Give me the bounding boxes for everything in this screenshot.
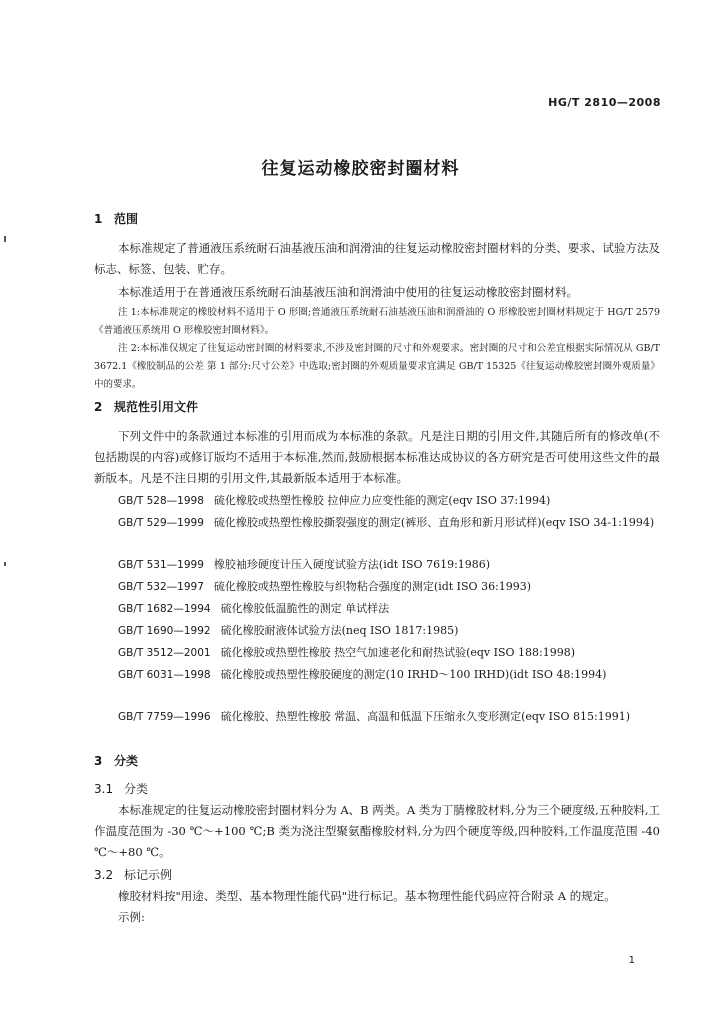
- reference-title: 硫化橡胶或热塑性橡胶与织物粘合强度的测定(idt ISO 36:1993): [213, 580, 532, 593]
- scope-paragraph-1: 本标准规定了普通液压系统耐石油基液压油和润滑油的往复运动橡胶密封圈材料的分类、要求、试验方法及标志、标签、包装、贮存。: [94, 241, 660, 276]
- standard-number: HG/T 2810—2008: [548, 96, 661, 109]
- section-2-heading: [94, 398, 198, 415]
- reference-item: [94, 554, 660, 576]
- reference-code: GB/T 1690—1992: [118, 625, 211, 637]
- reference-title: 硫化橡胶、热塑性橡胶 常温、高温和低温下压缩永久变形测定(eqv ISO 815:1991): [220, 710, 631, 723]
- reference-code: GB/T 1682—1994: [118, 603, 211, 615]
- section-2-title: 规范性引用文件: [114, 400, 199, 414]
- reference-title: 硫化橡胶或热塑性橡胶 拉伸应力应变性能的测定(eqv ISO 37:1994): [213, 494, 551, 507]
- reference-item: [94, 664, 660, 686]
- reference-title: 硫化橡胶低温脆性的测定 单试样法: [220, 602, 390, 615]
- reference-title: 硫化橡胶或热塑性橡胶撕裂强度的测定(裤形、直角形和新月形试样)(eqv ISO 34-1:1994): [213, 516, 655, 529]
- document-title: 往复运动橡胶密封圈材料: [261, 159, 460, 179]
- scan-artifact: [4, 236, 6, 242]
- section-3-2-title: 标记示例: [124, 868, 173, 882]
- section-3-heading: [94, 752, 138, 769]
- reference-item: [94, 490, 660, 512]
- scope-paragraph-2: 本标准适用于在普通液压系统耐石油基液压油和润滑油中使用的往复运动橡胶密封圈材料。: [118, 285, 578, 299]
- section-1-heading: [94, 210, 138, 227]
- reference-item: [94, 576, 660, 598]
- classification-paragraph: 本标准规定的往复运动橡胶密封圈材料分为 A、B 两类。A 类为丁腈橡胶材料,分为三个硬度级,五种胶料,工作温度范围为 -30 ℃～+100 ℃;B 类为浇注型聚氨酯橡胶材料,分为四个硬度等级,四种胶料,工作温度范围 -40 ℃～+80 ℃。: [94, 803, 660, 859]
- scan-artifact: [4, 562, 6, 566]
- reference-title: 硫化橡胶或热塑性橡胶硬度的测定(10 IRHD～100 IRHD)(idt ISO 48:1994): [220, 668, 607, 681]
- reference-title: 硫化橡胶或热塑性橡胶 热空气加速老化和耐热试验(eqv ISO 188:1998): [220, 646, 576, 659]
- reference-item: [94, 706, 660, 728]
- section-3-number: 3: [94, 754, 103, 768]
- reference-title: 硫化橡胶耐液体试验方法(neq ISO 1817:1985): [220, 624, 459, 637]
- reference-code: GB/T 6031—1998: [118, 669, 211, 681]
- reference-code: GB/T 531—1999: [118, 559, 204, 571]
- scope-note-2: 注 2:本标准仅规定了往复运动密封圈的材料要求,不涉及密封圈的尺寸和外观要求。密封圈的尺寸和公差宜根据实际情况从 GB/T 3672.1《橡胶制品的公差 第 1 部分:尺寸公差》中选取;密封圈的外观质量要求宜满足 GB/T 15325《往复运动橡胶密封圈外观质量》中的要求。: [94, 343, 660, 390]
- marking-paragraph: 橡胶材料按"用途、类型、基本物理性能代码"进行标记。基本物理性能代码应符合附录 A 的规定。: [118, 889, 616, 903]
- reference-code: GB/T 3512—2001: [118, 647, 211, 659]
- section-1-number: 1: [94, 212, 103, 226]
- reference-code: GB/T 7759—1996: [118, 711, 211, 723]
- reference-code: GB/T 528—1998: [118, 495, 204, 507]
- section-3-2-number: 3.2: [94, 868, 114, 882]
- reference-item: [94, 620, 660, 642]
- reference-code: GB/T 532—1997: [118, 581, 204, 593]
- section-3-1-title: 分类: [124, 782, 149, 796]
- section-3-1-number: 3.1: [94, 782, 114, 796]
- example-label: 示例:: [118, 910, 145, 924]
- section-2-number: 2: [94, 400, 103, 414]
- reference-title: 橡胶袖珍硬度计压入硬度试验方法(idt ISO 7619:1986): [213, 558, 491, 571]
- reference-code: GB/T 529—1999: [118, 517, 204, 529]
- reference-item: [94, 598, 660, 620]
- reference-item: [94, 642, 660, 664]
- section-3-2-heading: [94, 866, 172, 883]
- page-number: 1: [628, 955, 635, 966]
- scope-note-1: 注 1:本标准规定的橡胶材料不适用于 O 形圈;普通液压系统耐石油基液压油和润滑油的 O 形橡胶密封圈材料规定于 HG/T 2579《普通液压系统用 O 形橡胶密封圈材料》。: [94, 307, 660, 336]
- section-3-1-heading: [94, 780, 148, 797]
- normative-intro: 下列文件中的条款通过本标准的引用而成为本标准的条款。凡是注日期的引用文件,其随后所有的修改单(不包括勘误的内容)或修订版均不适用于本标准,然而,鼓励根据本标准达成协议的各方研究是否可使用这些文件的最新版本。凡是不注日期的引用文件,其最新版本适用于本标准。: [94, 429, 660, 485]
- reference-item: [94, 512, 660, 534]
- section-1-title: 范围: [114, 212, 139, 226]
- section-3-title: 分类: [114, 754, 139, 768]
